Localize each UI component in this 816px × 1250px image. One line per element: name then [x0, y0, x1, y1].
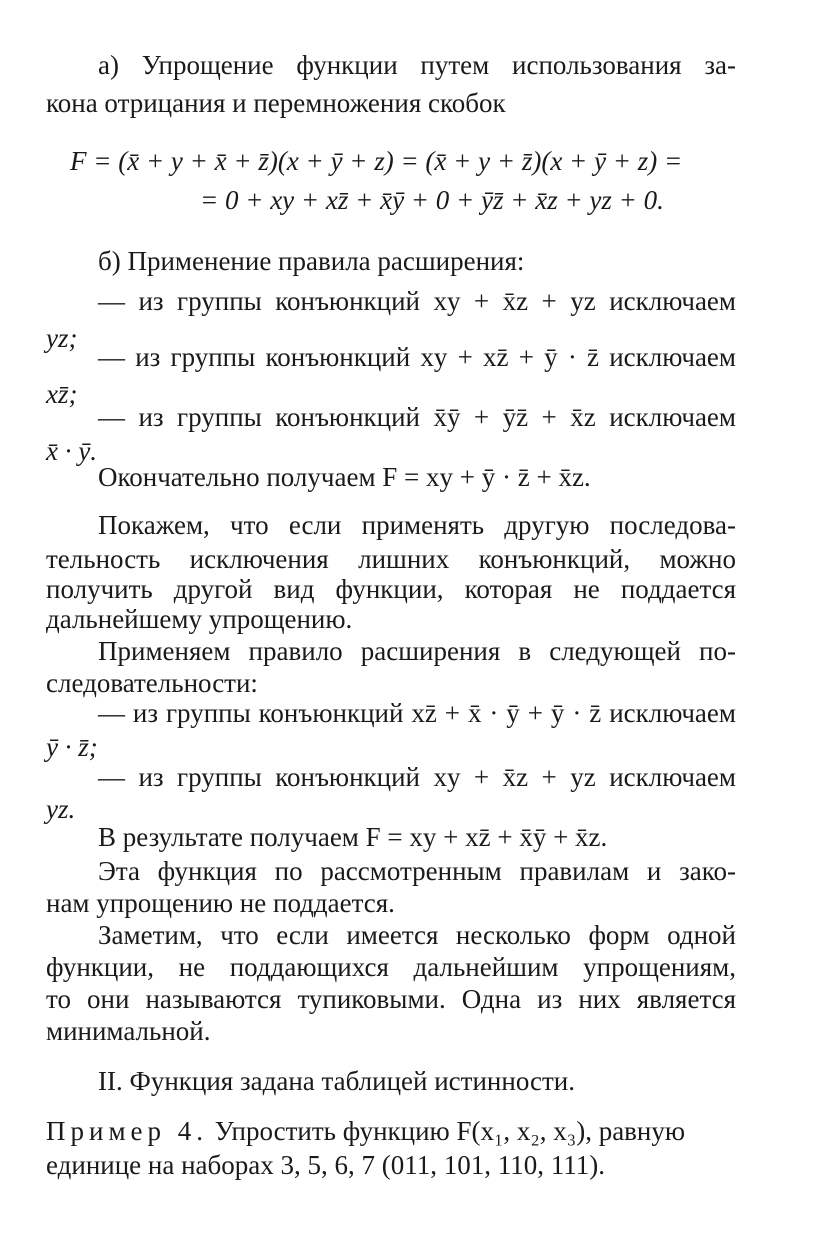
paragraph2-item1-line2: ȳ · z̄; — [46, 732, 98, 762]
section-b-item2-line2: xz̄; — [46, 379, 78, 409]
example4-line2: единице на наборах 3, 5, 6, 7 (011, 101, 110, 111). — [46, 1150, 605, 1180]
section-b-item3-line1: — из группы конъюнкций x̄ȳ + ȳz̄ + x̄z исключаем — [98, 402, 736, 432]
section-b-item3-line2: x̄ · ȳ. — [46, 436, 97, 466]
example4-line1 — [46, 1112, 736, 1150]
paragraph2-item2-line2: yz. — [46, 794, 76, 824]
paragraph2-item2-line1: — из группы конъюнкций xy + x̄z + yz исключаем — [98, 762, 736, 792]
section-b-final: Окончательно получаем F = xy + ȳ · z̄ + x̄z. — [98, 462, 591, 492]
section-b-item2-line1: — из группы конъюнкций xy + xz̄ + ȳ · z̄ исключаем — [98, 342, 736, 372]
paragraph4-line1: Заметим, что если имеется несколько форм одной — [98, 920, 736, 950]
example4-text: Упростить функцию F(x₁, x₂, x₃), равную — [214, 1116, 686, 1146]
section-a-heading-line2: кона отрицания и перемножения скобок — [46, 88, 506, 118]
paragraph3-line2: нам упрощению не поддается. — [46, 888, 395, 918]
example4-label: Пример 4. — [46, 1116, 209, 1146]
paragraph2-line2: следовательности: — [46, 668, 258, 698]
paragraph3-line1: Эта функция по рассмотренным правилам и зако- — [98, 856, 736, 886]
formula1-line1: F = (x̄ + y + x̄ + z̄)(x + ȳ + z) = (x̄ + y + z̄)(x + ȳ + z) = — [70, 146, 683, 176]
section-a-heading-line1: а) Упрощение функции путем использования за- — [98, 50, 736, 80]
section-2-heading: II. Функция задана таблицей истинности. — [98, 1066, 575, 1096]
paragraph1-line4: дальнейшему упрощению. — [46, 604, 353, 634]
paragraph2-result: В результате получаем F = xy + xz̄ + x̄ȳ + x̄z. — [98, 822, 608, 852]
paragraph4-line2: функции, не поддающихся дальнейшим упрощениям, — [46, 952, 736, 982]
paragraph1-line3: получить другой вид функции, которая не поддается — [46, 574, 736, 604]
paragraph4-line4: минимальной. — [46, 1016, 211, 1046]
section-b-item1-line1: — из группы конъюнкций xy + x̄z + yz исключаем — [98, 286, 736, 316]
section-b-heading: б) Применение правила расширения: — [98, 246, 525, 276]
paragraph2-line1: Применяем правило расширения в следующей по- — [98, 636, 736, 666]
section-b-item1-line2: yz; — [46, 323, 78, 353]
paragraph1-line1: Покажем, что если применять другую последова- — [98, 510, 736, 540]
paragraph4-line3: то они называются тупиковыми. Одна из них является — [46, 984, 736, 1014]
paragraph2-item1-line1: — из группы конъюнкций xz̄ + x̄ · ȳ + ȳ · z̄ исключаем — [98, 698, 736, 728]
formula1-line2: = 0 + xy + xz̄ + x̄ȳ + 0 + ȳz̄ + x̄z + yz + 0. — [200, 185, 664, 215]
paragraph1-line2: тельность исключения лишних конъюнкций, можно — [46, 544, 736, 574]
